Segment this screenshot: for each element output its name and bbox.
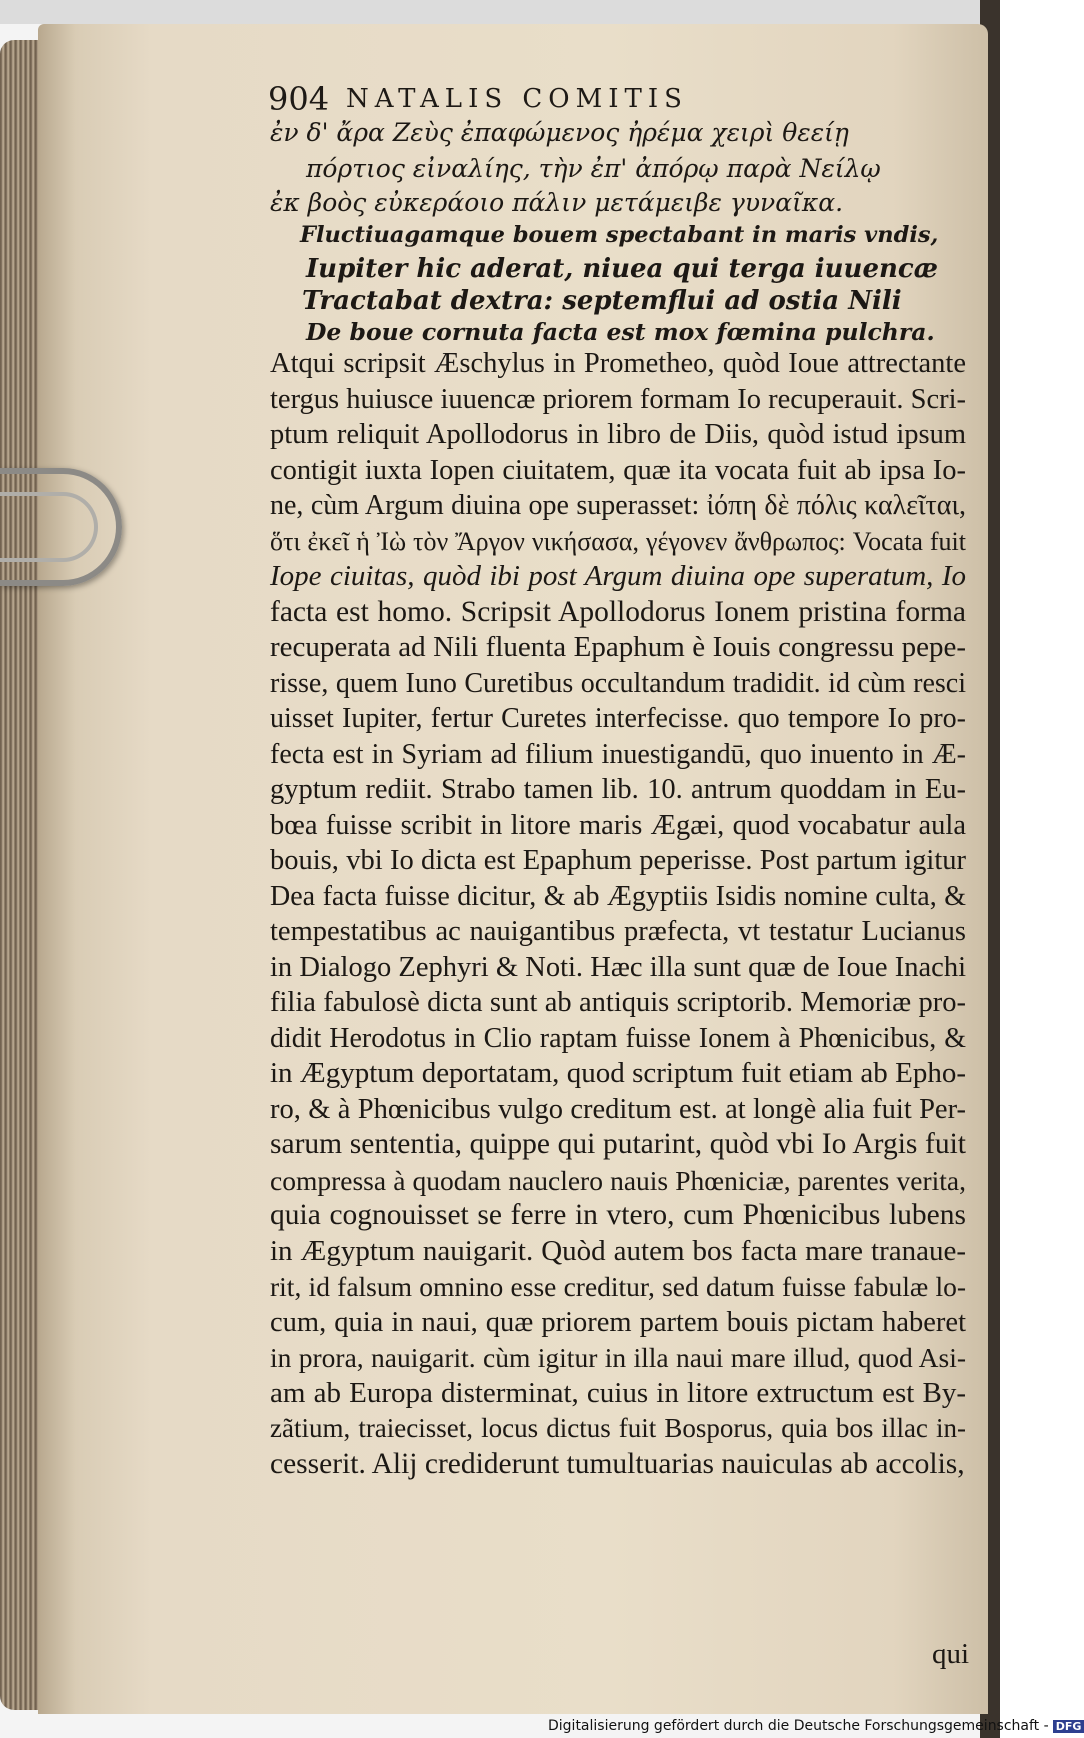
greek-verse-line: πόρτιος εἰναλίης, τὴν ἐπ' ἀπόρῳ παρὰ Νείλῳ <box>306 154 881 183</box>
greek-verse-line: ἐκ βοὸς εὐκεράοιο πάλιν μετάμειβε γυναῖκα. <box>270 188 844 217</box>
text-line: in Ægyptum deportatam, quod scriptum fuit etiam ab Epho- <box>270 1057 966 1089</box>
text-line: ro, & à Phœnicibus vulgo creditum est. at longè alia fuit Per- <box>270 1093 966 1125</box>
scan-top-edge <box>0 0 1000 24</box>
text-line: in Ægyptum nauigarit. Quòd autem bos facta mare tranaue- <box>270 1234 966 1267</box>
latin-verse-line: Iupiter hic aderat, niuea qui terga iuuencæ <box>306 254 938 284</box>
page-number: 904 <box>268 80 330 118</box>
text-line: cum, quia in naui, quæ priorem partem bouis pictam haberet <box>270 1306 966 1338</box>
text-line: didit Herodotus in Clio raptam fuisse Ionem à Phœnicibus, & <box>270 1022 966 1054</box>
paper-clip-inner-icon <box>0 492 98 562</box>
page-header <box>268 80 828 120</box>
text-line: ὅτι ἐκεῖ ἡ Ἰὼ τὸν Ἄργον νικήσασα, γέγονεν ἄνθρωπος: Vocata fuit <box>270 526 966 556</box>
text-line: tergus huiusce iuuencæ priorem formam Io recuperauit. Scri- <box>270 383 966 415</box>
text-line: Iope ciuitas, quòd ibi post Argum diuina ope superatum, Io <box>270 560 966 592</box>
text-line: bouis, vbi Io dicta est Epaphum peperisse. Post partum igitur <box>270 845 966 876</box>
catchword: qui <box>932 1638 970 1670</box>
text-line: compressa à quodam nauclero nauis Phœniciæ, parentes verita, <box>270 1164 966 1196</box>
text-line: ne, cùm Argum diuina ope superasset: ἰόπη δὲ πόλις καλεῖται, <box>270 490 966 521</box>
text-line: uisset Iupiter, fertur Curetes interfecisse. quo tempore Io pro- <box>270 703 966 734</box>
text-line: in Dialogo Zephyri & Noti. Hæc illa sunt quæ de Ioue Inachi <box>270 951 966 983</box>
text-line: Dea facta fuisse dicitur, & ab Ægyptiis Isidis nomine culta, & <box>270 880 966 912</box>
body-text <box>270 346 966 1482</box>
dfg-logo: DFG <box>1053 1720 1084 1733</box>
latin-verse-line: Tractabat dextra: septemflui ad ostia Nili <box>302 286 902 316</box>
text-line: risse, quem Iuno Curetibus occultandum tradidit. id cùm resci <box>270 667 966 699</box>
text-line: fecta est in Syriam ad filium inuestigandū, quo inuento in Æ- <box>270 738 966 770</box>
text-line: am ab Europa disterminat, cuius in litore extructum est By- <box>270 1376 966 1409</box>
text-line: zãtium, traiecisset, locus dictus fuit Bosporus, quia bos illac in- <box>270 1413 966 1443</box>
text-line: rit, id falsum omnino esse creditur, sed datum fuisse fabulæ lo- <box>270 1271 966 1302</box>
greek-verse-line: ἐν δ' ἄρα Ζεὺς ἐπαφώμενος ἠρέμα χειρὶ θεείῃ <box>270 118 849 147</box>
text-line: contigit iuxta Iopen ciuitatem, quæ ita vocata fuit ab ipsa Io- <box>270 454 966 486</box>
text-line: filia fabulosè dicta sunt ab antiquis scriptorib. Memoriæ pro- <box>270 987 966 1018</box>
digitization-footer <box>548 1718 1082 1738</box>
text-line: facta est homo. Scripsit Apollodorus Ionem pristina forma <box>270 595 966 628</box>
text-line: recuperata ad Nili fluenta Epaphum è Iouis congressu pepe- <box>270 631 966 663</box>
text-line: sarum sententia, quippe qui putarint, quòd vbi Io Argis fuit <box>270 1128 966 1160</box>
latin-verse-line: De boue cornuta facta est mox fœmina pulchra. <box>306 318 935 346</box>
text-line: bœa fuisse scribit in litore maris Ægæi, quod vocabatur aula <box>270 809 966 841</box>
footer-text: Digitalisierung gefördert durch die Deutsche Forschungsgemeinschaft - <box>548 1718 1049 1734</box>
text-line: ptum reliquit Apollodorus in libro de Diis, quòd istud ipsum <box>270 419 966 450</box>
running-head: NATALIS COMITIS <box>346 84 688 114</box>
text-line: gyptum rediit. Strabo tamen lib. 10. antrum quoddam in Eu- <box>270 774 966 805</box>
latin-verse-line: Fluctiuagamque bouem spectabant in maris vndis, <box>300 222 939 248</box>
text-line: cesserit. Alij crediderunt tumultuarias nauiculas ab accolis, <box>270 1447 965 1480</box>
text-line: tempestatibus ac nauigantibus præfecta, vt testatur Lucianus <box>270 916 966 947</box>
text-line: in prora, nauigarit. cùm igitur in illa naui mare illud, quod Asi- <box>270 1342 966 1373</box>
text-line: Atqui scripsit Æschylus in Prometheo, quòd Ioue attrectante <box>270 348 966 379</box>
text-line: quia cognouisset se ferre in vtero, cum Phœnicibus lubens <box>270 1199 966 1231</box>
